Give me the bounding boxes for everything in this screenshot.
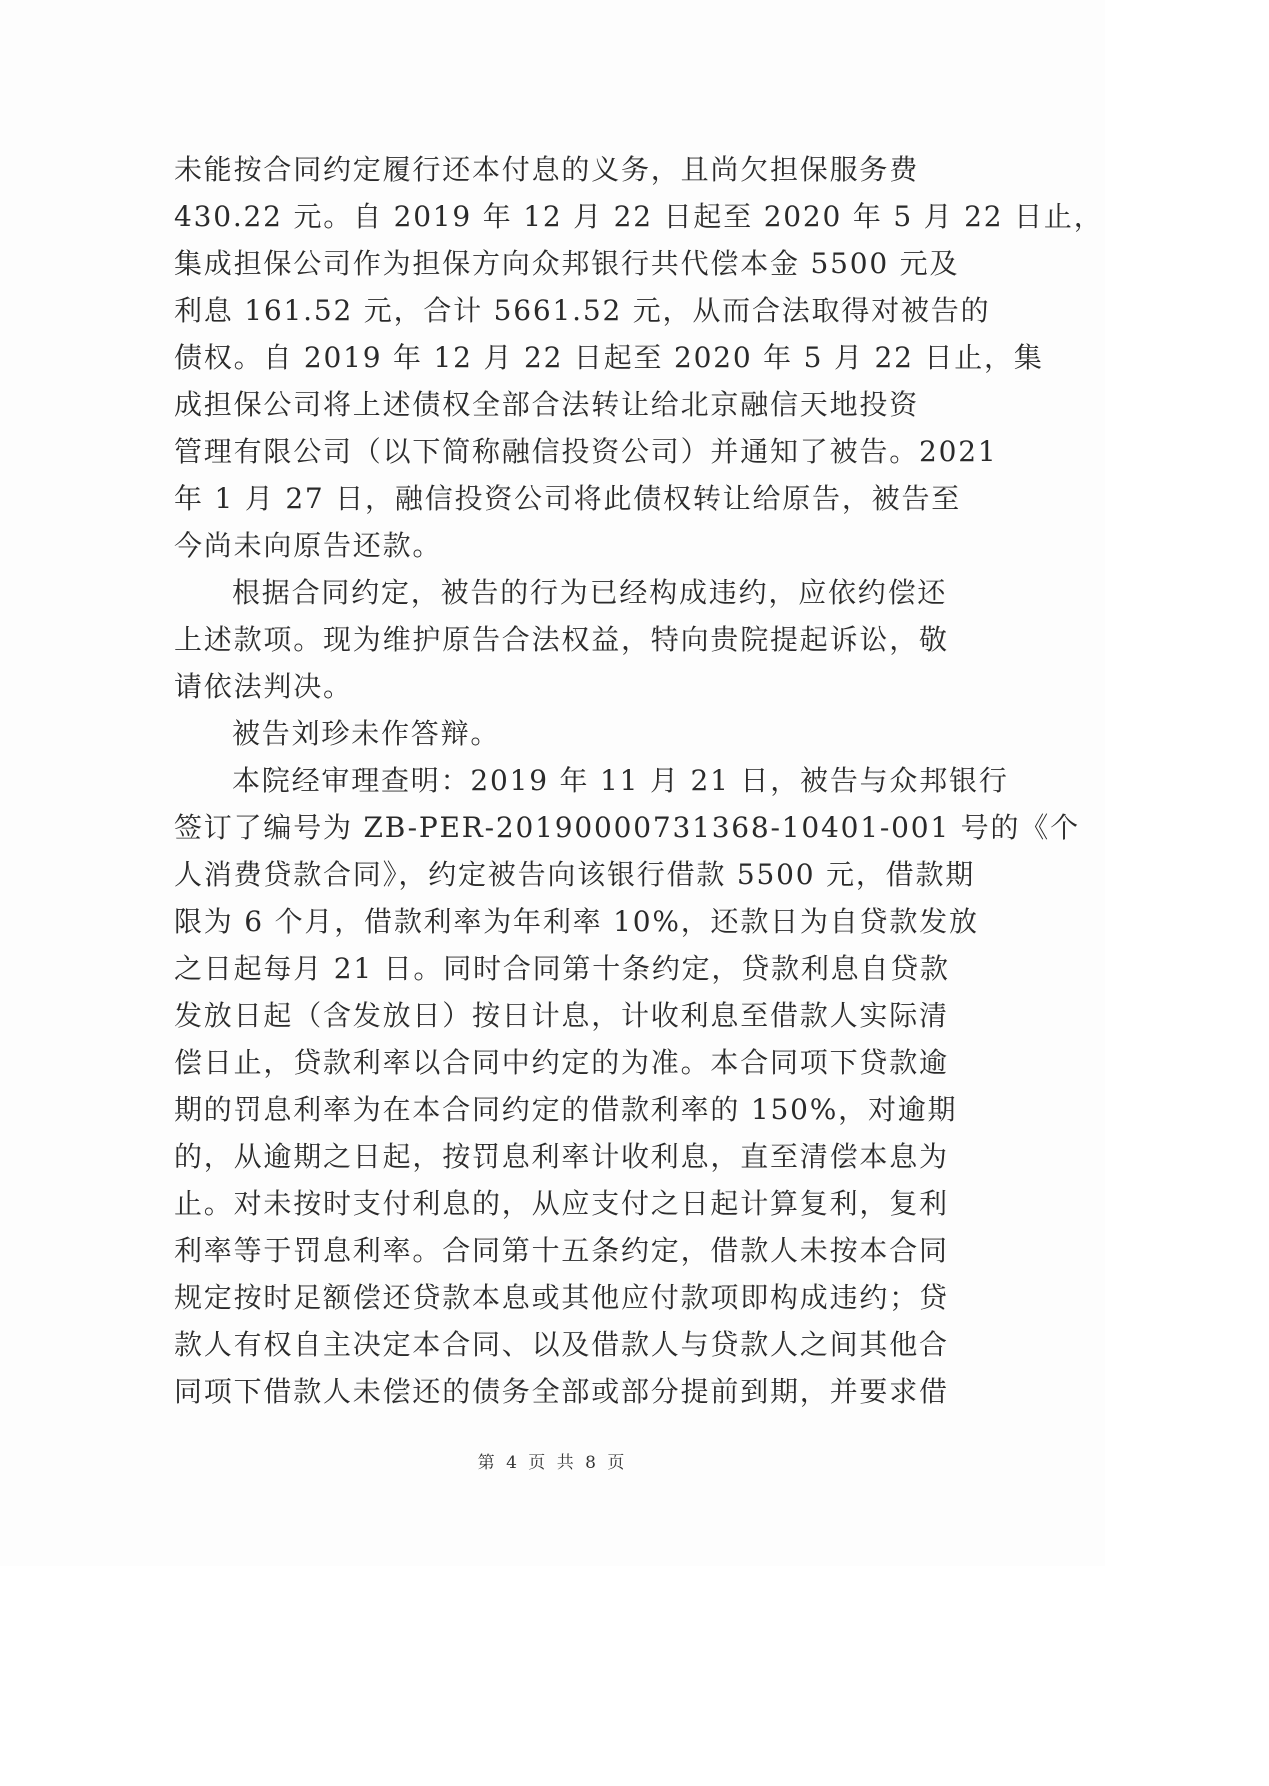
paragraph-line: 利率等于罚息利率。合同第十五条约定，借款人未按本合同: [174, 1234, 949, 1267]
paragraph-line: 请依法判决。: [174, 670, 353, 703]
paragraph-line: 430.22 元。自 2019 年 12 月 22 日起至 2020 年 5 月 22 日止，: [174, 200, 1104, 233]
paragraph-line: 发放日起（含发放日）按日计息，计收利息至借款人实际清: [174, 999, 949, 1032]
paragraph-line: 本院经审理查明：2019 年 11 月 21 日，被告与众邦银行: [232, 764, 1009, 797]
paragraph-line: 之日起每月 21 日。同时合同第十条约定，贷款利息自贷款: [174, 952, 950, 985]
paragraph-line: 利息 161.52 元，合计 5661.52 元，从而合法取得对被告的: [174, 294, 991, 327]
paragraph-line: 被告刘珍未作答辩。: [232, 717, 501, 750]
paragraph-line: 限为 6 个月，借款利率为年利率 10%，还款日为自贷款发放: [174, 905, 979, 938]
paragraph-line: 债权。自 2019 年 12 月 22 日起至 2020 年 5 月 22 日止，集: [174, 341, 1044, 374]
paragraph-line: 规定按时足额偿还贷款本息或其他应付款项即构成违约；贷: [174, 1281, 949, 1314]
paragraph-line: 期的罚息利率为在本合同约定的借款利率的 150%，对逾期: [174, 1093, 958, 1126]
paragraph-line: 管理有限公司（以下简称融信投资公司）并通知了被告。2021: [174, 435, 998, 468]
paragraph-line: 款人有权自主决定本合同、以及借款人与贷款人之间其他合: [174, 1328, 949, 1361]
paragraph-line: 根据合同约定，被告的行为已经构成违约，应依约偿还: [232, 576, 948, 609]
paragraph-line: 上述款项。现为维护原告合法权益，特向贵院提起诉讼，敬: [174, 623, 949, 656]
paragraph-line: 人消费贷款合同》，约定被告向该银行借款 5500 元，借款期: [174, 858, 976, 891]
paragraph-line: 止。对未按时支付利息的，从应支付之日起计算复利，复利: [174, 1187, 949, 1220]
paragraph-line: 签订了编号为 ZB-PER-20190000731368-10401-001 号的《个: [174, 811, 1080, 844]
paragraph-line: 未能按合同约定履行还本付息的义务，且尚欠担保服务费: [174, 153, 920, 186]
paragraph-line: 的，从逾期之日起，按罚息利率计收利息，直至清偿本息为: [174, 1140, 949, 1173]
paragraph-line: 同项下借款人未偿还的债务全部或部分提前到期，并要求借: [174, 1375, 949, 1408]
paragraph-line: 今尚未向原告还款。: [174, 529, 443, 562]
paragraph-line: 年 1 月 27 日，融信投资公司将此债权转让给原告，被告至: [174, 482, 962, 515]
page-number-footer: 第 4 页 共 8 页: [477, 1453, 628, 1473]
paragraph-line: 成担保公司将上述债权全部合法转让给北京融信天地投资: [174, 388, 920, 421]
paragraph-line: 集成担保公司作为担保方向众邦银行共代偿本金 5500 元及: [174, 247, 960, 280]
paragraph-line: 偿日止，贷款利率以合同中约定的为准。本合同项下贷款逾: [174, 1046, 949, 1079]
